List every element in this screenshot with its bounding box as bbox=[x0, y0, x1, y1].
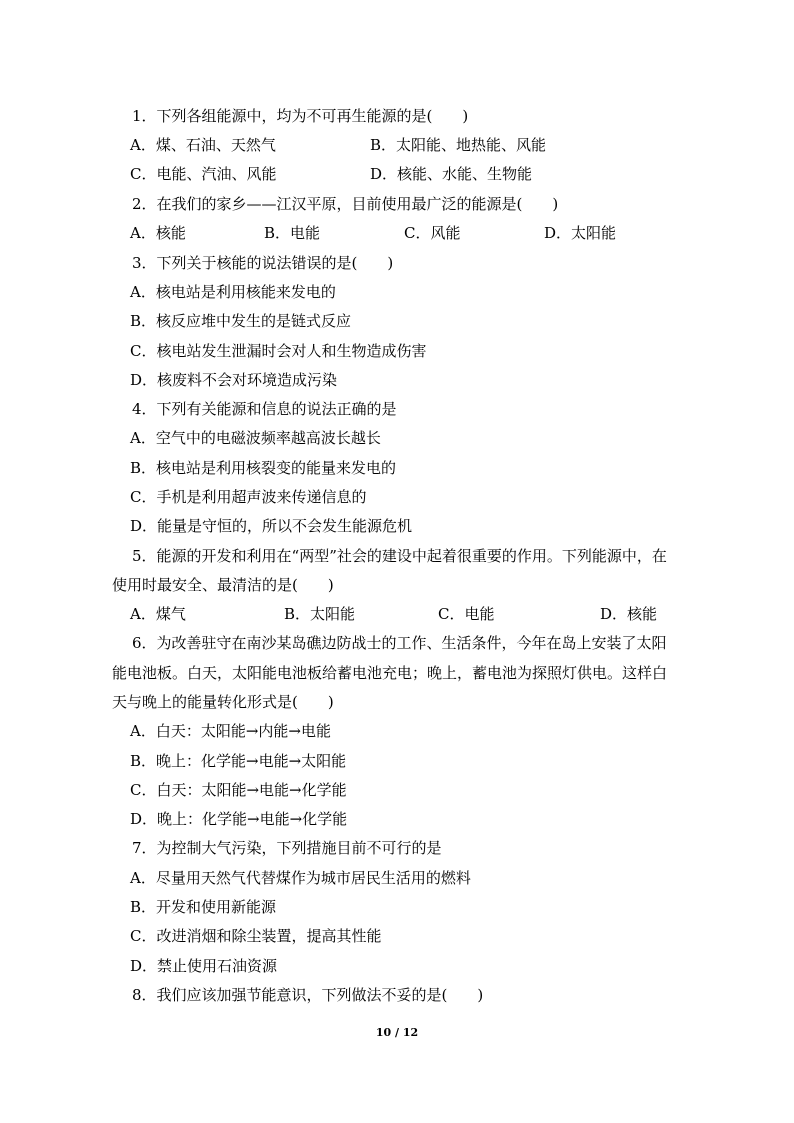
question-7-option-d: D．禁止使用石油资源 bbox=[130, 957, 278, 975]
question-5-option-b: B．太阳能 bbox=[284, 605, 356, 623]
question-3-option-b: B．核反应堆中发生的是链式反应 bbox=[130, 312, 352, 330]
question-4-option-c: C．手机是利用超声波来传递信息的 bbox=[130, 488, 367, 506]
question-5-stem-line-1: 5．能源的开发和利用在“两型”社会的建设中起着很重要的作用。下列能源中，在 bbox=[132, 547, 667, 565]
question-4-option-b: B．核电站是利用核裂变的能量来发电的 bbox=[130, 459, 397, 477]
question-1-stem: 1．下列各组能源中，均为不可再生能源的是( ) bbox=[132, 107, 469, 125]
question-7-option-a: A．尽量用天然气代替煤作为城市居民生活用的燃料 bbox=[130, 869, 471, 887]
question-2-option-d: D．太阳能 bbox=[544, 224, 617, 242]
question-7-option-c: C．改进消烟和除尘装置，提高其性能 bbox=[130, 927, 382, 945]
question-6-option-d: D．晚上：化学能→电能→化学能 bbox=[130, 810, 348, 828]
question-6-option-c: C．白天：太阳能→电能→化学能 bbox=[130, 781, 347, 799]
question-1-option-c: C．电能、汽油、风能 bbox=[130, 165, 277, 183]
question-5-stem-line-2: 使用时最安全、最清洁的是( ) bbox=[112, 576, 334, 594]
question-2-option-a: A．核能 bbox=[130, 224, 186, 242]
question-8-stem: 8．我们应该加强节能意识，下列做法不妥的是( ) bbox=[132, 986, 484, 1004]
question-6-option-b: B．晚上：化学能→电能→太阳能 bbox=[130, 752, 347, 770]
question-6-stem-line-3: 天与晚上的能量转化形式是( ) bbox=[112, 693, 334, 711]
question-2-option-c: C．风能 bbox=[404, 224, 461, 242]
question-2-stem: 2．在我们的家乡——江汉平原，目前使用最广泛的能源是( ) bbox=[132, 195, 559, 213]
question-7-option-b: B．开发和使用新能源 bbox=[130, 898, 277, 916]
question-6-stem-line-1: 6．为改善驻守在南沙某岛礁边防战士的工作、生活条件，今年在岛上安装了太阳 bbox=[132, 634, 667, 652]
question-1-option-b: B．太阳能、地热能、风能 bbox=[370, 136, 547, 154]
question-1-options-row-1 bbox=[130, 135, 547, 155]
question-4-option-d: D．能量是守恒的，所以不会发生能源危机 bbox=[130, 517, 413, 535]
question-1-option-d: D．核能、水能、生物能 bbox=[370, 165, 533, 183]
question-7-stem: 7．为控制大气污染，下列措施目前不可行的是 bbox=[132, 839, 442, 857]
question-4-option-a: A．空气中的电磁波频率越高波长越长 bbox=[130, 429, 381, 447]
question-3-option-c: C．核电站发生泄漏时会对人和生物造成伤害 bbox=[130, 342, 427, 360]
question-2-option-b: B．电能 bbox=[264, 224, 321, 242]
question-5-option-c: C．电能 bbox=[438, 605, 495, 623]
question-6-option-a: A．白天：太阳能→内能→电能 bbox=[130, 722, 331, 740]
question-3-stem: 3．下列关于核能的说法错误的是( ) bbox=[132, 254, 394, 272]
question-1-options-row-2 bbox=[130, 164, 533, 184]
question-3-option-d: D．核废料不会对环境造成污染 bbox=[130, 371, 338, 389]
question-3-option-a: A．核电站是利用核能来发电的 bbox=[130, 283, 336, 301]
question-4-stem: 4．下列有关能源和信息的说法正确的是 bbox=[132, 400, 397, 418]
question-5-options-row bbox=[130, 604, 658, 624]
question-5-option-d: D．核能 bbox=[600, 605, 658, 623]
question-1-option-a: A．煤、石油、天然气 bbox=[130, 136, 276, 154]
question-5-option-a: A．煤气 bbox=[130, 605, 186, 623]
question-6-stem-line-2: 能电池板。白天，太阳能电池板给蓄电池充电；晚上，蓄电池为探照灯供电。这样白 bbox=[112, 664, 668, 682]
page-number: 10 / 12 bbox=[375, 1026, 419, 1039]
question-2-options-row bbox=[130, 223, 617, 243]
